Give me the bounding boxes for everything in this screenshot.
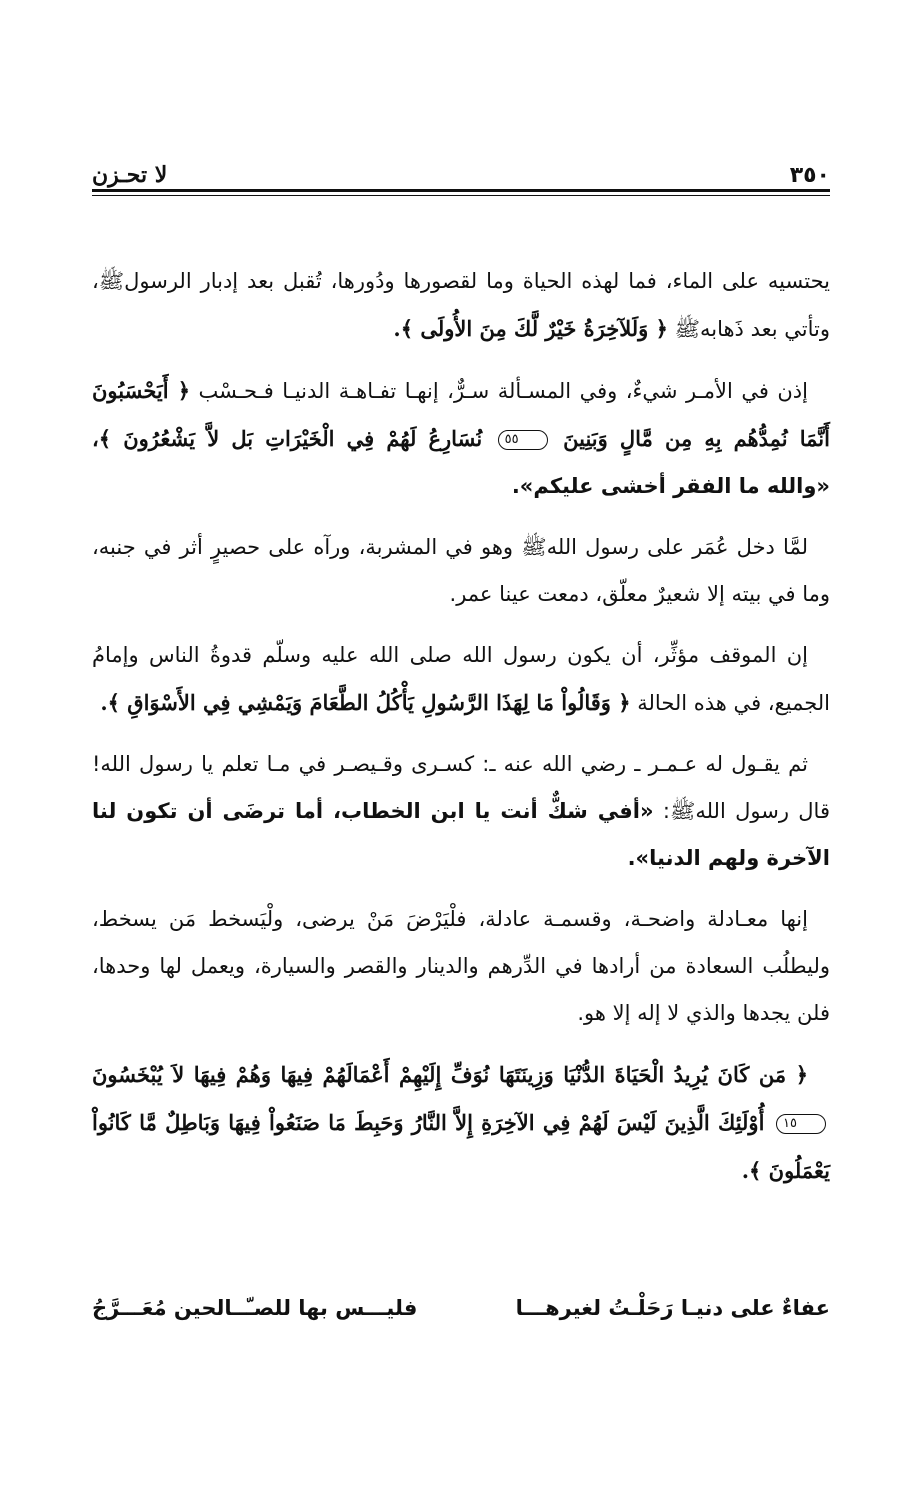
quran-quote: ﴿ وَقَالُواْ مَا لِهَذَا الرَّسُولِ يَأْكُلُ الطَّعَامَ وَيَمْشِي فِي الأَسْوَاقِ ﴾. — [100, 690, 631, 715]
quran-quote: ﴿ مَن كَانَ يُرِيدُ الْحَيَاةَ الدُّنْيَا وَزِينَتَهَا نُوَفِّ إِلَيْهِمْ أَعْمَالَهُمْ فِيهَا وَهُمْ فِيهَا لاَ يُبْخَسُونَ — [92, 1062, 808, 1087]
paragraph-4 — [92, 632, 830, 727]
paragraph-text: لمَّا دخل عُمَر على رسول اللهﷺ وهو في المشربة، ورآه على حصيرٍ أثر في جنبه، وما في بيته إلا شعيرٌ معلّق، دمعت عينا عمر. — [92, 535, 830, 606]
page-header — [92, 148, 830, 188]
paragraph-5 — [92, 741, 830, 882]
poetry-verse — [92, 1296, 830, 1342]
paragraph-text: إذن في الأمـر شيءٌ، وفي المسـألة سـرٌّ، إنهـا تفـاهـة الدنيـا فـحـسْب — [198, 379, 808, 403]
verse-right-hemistich: عفاءٌ على دنيـا رَحَلْـتُ لغيرهـــا — [515, 1296, 830, 1320]
hadith-quote: «والله ما الفقر أخشى عليكم». — [511, 474, 830, 498]
verse-left-hemistich: فليـــس بها للصـّــالحين مُعَـــرَّجُ — [92, 1296, 418, 1320]
page-number: ٣٥٠ — [789, 163, 830, 188]
paragraph-7 — [92, 1051, 830, 1195]
header-rule-thin — [92, 195, 830, 196]
paragraph-text: ثم يقـول له عـمـر ـ رضي الله عنه ـ: كسـرى وقـيصـر في مـا تعلم يا رسول الله! قال رسول اللهﷺ: — [92, 752, 830, 823]
quran-quote: ﴿ أَيَحْسَبُونَ أَنَّمَا نُمِدُّهُم بِهِ مِن مَّالٍ وَبَنِينَ — [92, 378, 830, 451]
paragraph-1 — [92, 258, 830, 353]
quran-quote-continued: أُوْلَئِكَ الَّذِينَ لَيْسَ لَهُمْ فِي الآخِرَةِ إِلاَّ النَّارُ وَحَبِطَ مَا صَنَعُواْ فِيهَا وَبَاطِلٌ مَّا كَانُواْ يَعْمَلُونَ ﴾. — [92, 1110, 830, 1183]
paragraph-3 — [92, 524, 830, 618]
paragraph-text: إنها معـادلة واضحـة، وقسمـة عادلة، فلْيَرْضَ مَنْ يرضى، ولْيَسخط مَن يسخط، وليطلُب السعادة من أرادها في الدِّرهم والدينار والقصر والسيارة، ويعمل لها وحدها، فلن يجدها والذي لا إله إلا هو. — [92, 907, 830, 1025]
quran-quote: ﴿ وَلَلآخِرَةُ خَيْرٌ لَّكَ مِنَ الأُولَى ﴾. — [393, 316, 668, 341]
ayah-number-mark: ٥٥ — [498, 430, 548, 450]
ayah-number-mark: ١٥ — [776, 1114, 826, 1134]
paragraph-6 — [92, 896, 830, 1037]
page-body — [92, 258, 830, 1209]
quran-quote-continued: نُسَارِعُ لَهُمْ فِي الْخَيْرَاتِ بَل لاَّ يَشْعُرُونَ ﴾، — [92, 426, 483, 451]
running-title: لا تحـزن — [92, 162, 168, 188]
paragraph-2 — [92, 367, 830, 510]
paragraph-text: إن الموقف مؤثِّر، أن يكون رسول الله صلى الله عليه وسلّم قدوةُ الناس وإمامُ الجميع، في هذه الحالة — [92, 643, 830, 715]
paragraph-text: يحتسيه على الماء، فما لهذه الحياة وما لقصورها ودُورها، تُقبل بعد إدبار الرسولﷺ، وتأتي بعد ذَهابهﷺ — [92, 269, 830, 341]
hadith-quote: «أفي شكٌّ أنت يا ابن الخطاب، أما ترضَى أن تكون لنا الآخرة ولهم الدنيا». — [92, 799, 830, 870]
header-rule-thick — [92, 189, 830, 192]
